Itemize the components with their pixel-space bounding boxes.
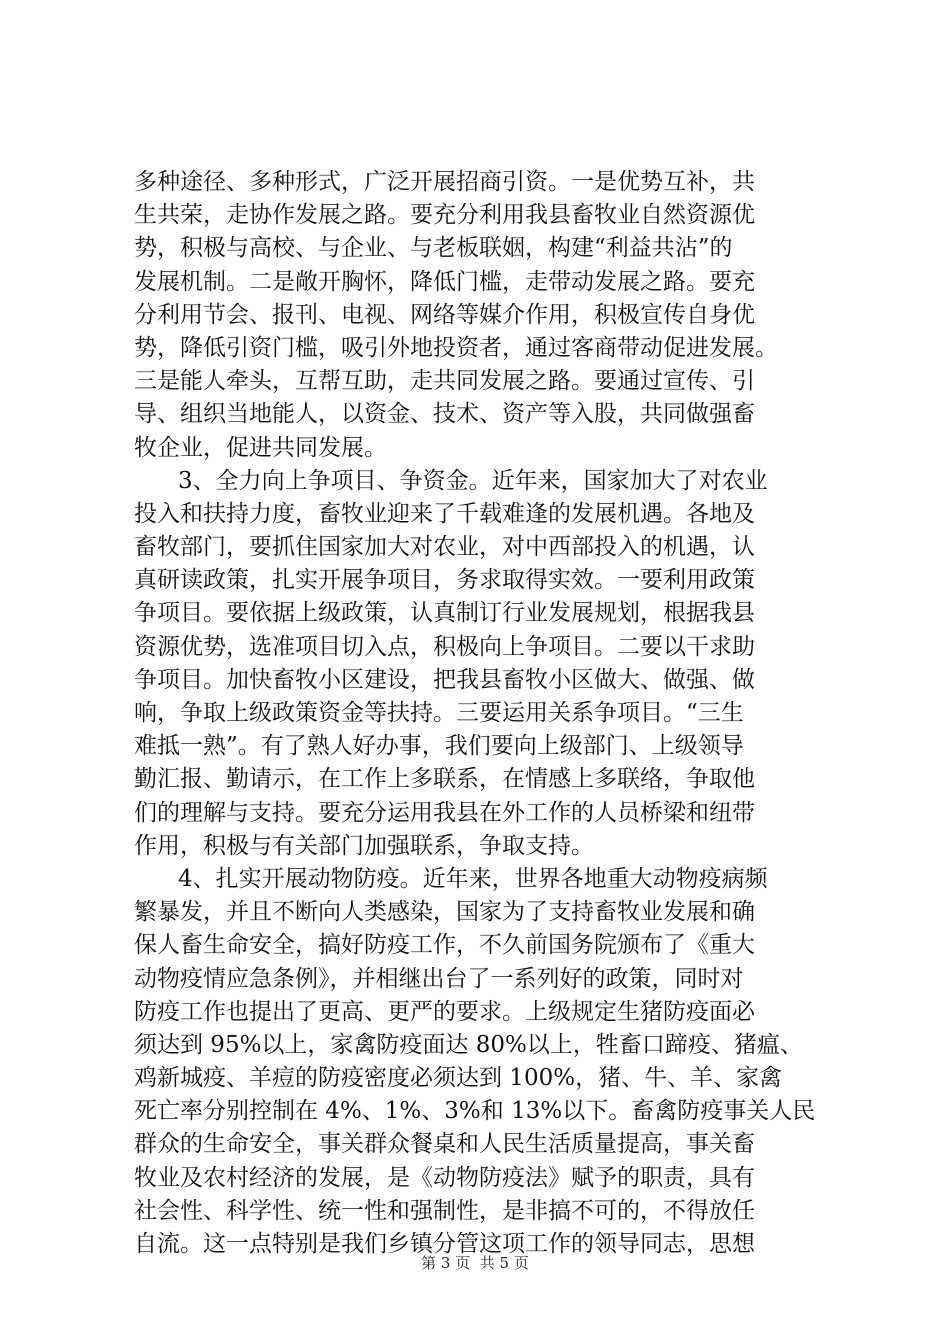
text-line: 自流。这一点特别是我们乡镇分管这项工作的领导同志，思想 xyxy=(134,1231,755,1257)
text-line: 须达到 95%以上，家禽防疫面达 80%以上，牲畜口蹄疫、猪瘟、 xyxy=(134,1031,803,1058)
text-line: 投入和扶持力度，畜牧业迎来了千载难逢的发展机遇。各地及 xyxy=(134,500,755,527)
text-line: 社会性、科学性、统一性和强制性，是非搞不可的，不得放任 xyxy=(134,1197,755,1224)
text-line: 死亡率分别控制在 4%、1%、3%和 13%以下。畜禽防疫事关人民 xyxy=(134,1098,816,1125)
text-line: 三是能人牵头，互帮互助，走共同发展之路。要通过宣传、引 xyxy=(134,368,755,395)
text-line: 们的理解与支持。要充分运用我县在外工作的人员桥梁和纽带 xyxy=(134,799,755,826)
text-line: 群众的生命安全，事关群众餐桌和人民生活质量提高，事关畜 xyxy=(134,1131,755,1158)
text-line: 资源优势，选准项目切入点，积极向上争项目。二要以干求助 xyxy=(134,633,755,660)
document-body xyxy=(134,166,834,1261)
text-line: 分利用节会、报刊、电视、网络等媒介作用，积极宣传自身优 xyxy=(134,301,755,328)
text-line: 牧企业，促进共同发展。 xyxy=(134,434,387,461)
text-line: 牧业及农村经济的发展，是《动物防疫法》赋予的职责，具有 xyxy=(134,1164,755,1191)
text-line: 鸡新城疫、羊痘的防疫密度必须达到 100%，猪、牛、羊、家禽 xyxy=(134,1065,783,1092)
text-line: 勤汇报、勤请示，在工作上多联系，在情感上多联络，争取他 xyxy=(134,766,755,793)
page-footer: 第 3 页 共 5 页 xyxy=(421,1254,529,1272)
text-line: 争项目。加快畜牧小区建设，把我县畜牧小区做大、做强、做 xyxy=(134,666,755,693)
text-line: 多种途径、多种形式，广泛开展招商引资。一是优势互补，共 xyxy=(134,169,755,195)
text-line: 保人畜生命安全，搞好防疫工作，不久前国务院颁布了《重大 xyxy=(134,932,755,959)
paragraph-first-line: 3、全力向上争项目、争资金。近年来，国家加大了对农业 xyxy=(178,467,768,494)
text-line: 作用，积极与有关部门加强联系，争取支持。 xyxy=(134,832,594,859)
text-line: 势，积极与高校、与企业、与老板联姻，构建“利益共沾”的 xyxy=(134,235,733,262)
text-line: 导、组织当地能人，以资金、技术、资产等入股，共同做强畜 xyxy=(134,401,755,428)
text-line: 繁暴发，并且不断向人类感染，国家为了支持畜牧业发展和确 xyxy=(134,899,755,926)
text-line: 发展机制。二是敞开胸怀，降低门槛，走带动发展之路。要充 xyxy=(134,268,755,295)
text-line: 生共荣，走协作发展之路。要充分利用我县畜牧业自然资源优 xyxy=(134,202,755,229)
text-line: 势，降低引资门槛，吸引外地投资者，通过客商带动促进发展。 xyxy=(134,334,778,361)
text-line: 响，争取上级政策资金等扶持。三要运用关系争项目。“三生 xyxy=(134,700,744,726)
text-line: 动物疫情应急条例》，并相继出台了一系列好的政策，同时对 xyxy=(134,965,744,992)
paragraph-first-line: 4、扎实开展动物防疫。近年来，世界各地重大动物疫病频 xyxy=(178,865,768,892)
text-line: 畜牧部门，要抓住国家加大对农业，对中西部投入的机遇，认 xyxy=(134,534,755,561)
text-line: 防疫工作也提出了更高、更严的要求。上级规定生猪防疫面必 xyxy=(134,998,755,1025)
text-line: 难抵一熟”。有了熟人好办事，我们要向上级部门、上级领导 xyxy=(134,733,744,760)
text-line: 争项目。要依据上级政策，认真制订行业发展规划，根据我县 xyxy=(134,600,755,627)
text-line: 真研读政策，扎实开展争项目，务求取得实效。一要利用政策 xyxy=(134,567,755,594)
